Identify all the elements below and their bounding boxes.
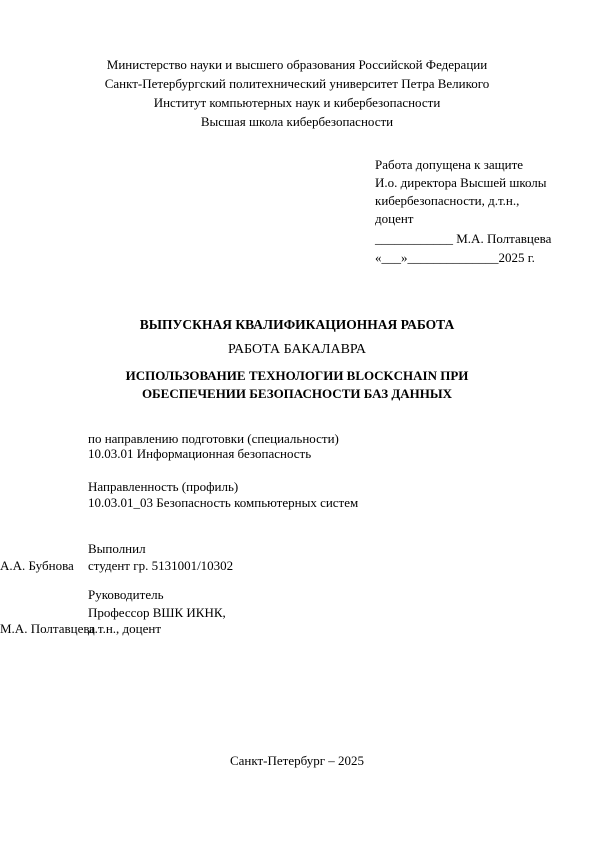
topic-line-1: ИСПОЛЬЗОВАНИЕ ТЕХНОЛОГИИ BLOCKCHAIN ПРИ [125,368,469,383]
supervisor-name: М.А. Полтавцева [0,621,96,636]
supervisor-position: Профессор ВШК ИКНК, [88,605,226,620]
supervisor-degree: д.т.н., доцент [88,621,162,636]
document-title: ВЫПУСКНАЯ КВАЛИФИКАЦИОННАЯ РАБОТА [139,317,455,332]
university-name: Санкт-Петербургский политехнический университет Петра Великого [104,76,490,91]
author-student: студент гр. 5131001/10302 [88,558,234,573]
author-label: Выполнил [88,541,146,556]
city-year: Санкт-Петербург – 2025 [229,753,365,768]
approval-degree: кибербезопасности, д.т.н., [375,193,520,208]
school-name: Высшая школа кибербезопасности [200,114,394,129]
profile-label: Направленность (профиль) [88,479,239,494]
direction-value: 10.03.01 Информационная безопасность [88,446,312,461]
approval-date: «___»______________2025 г. [375,250,535,265]
institute-name: Институт компьютерных наук и кибербезопасности [153,95,441,110]
topic-line-2: ОБЕСПЕЧЕНИИ БЕЗОПАСНОСТИ БАЗ ДАННЫХ [141,386,453,401]
ministry-name: Министерство науки и высшего образования Российской Федерации [106,57,488,72]
approval-signature: ____________ М.А. Полтавцева [375,231,552,246]
author-name: А.А. Бубнова [0,558,74,573]
document-type: РАБОТА БАКАЛАВРА [227,342,367,357]
direction-label: по направлению подготовки (специальности) [88,431,339,446]
approval-position: И.о. директора Высшей школы [375,175,547,190]
approval-text: Работа допущена к защите [375,157,524,172]
profile-value: 10.03.01_03 Безопасность компьютерных систем [88,495,359,510]
supervisor-label: Руководитель [88,587,164,602]
approval-title: доцент [375,211,414,226]
